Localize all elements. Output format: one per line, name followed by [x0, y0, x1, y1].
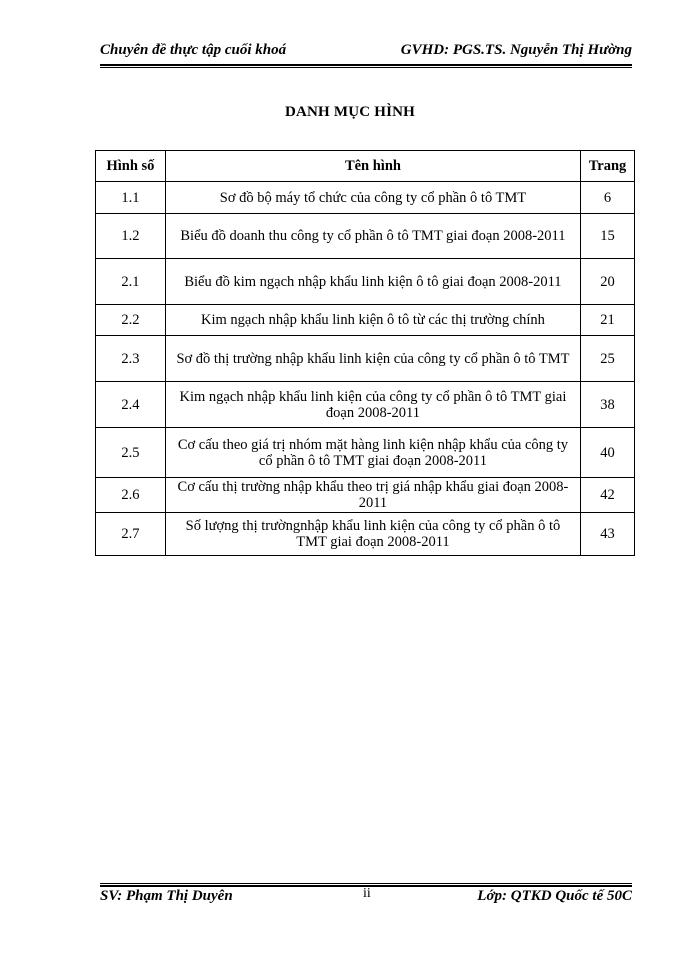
figure-page: 43	[581, 513, 635, 556]
column-header-number: Hình số	[96, 151, 166, 182]
table-header-row	[96, 151, 635, 182]
figure-page: 25	[581, 336, 635, 382]
figure-name: Cơ cấu theo giá trị nhóm mặt hàng linh kiện nhập khẩu của công ty cổ phần ô tô TMT giai đoạn 2008-2011	[165, 428, 580, 478]
table-row	[96, 478, 635, 513]
figure-page: 20	[581, 259, 635, 305]
header-course-title: Chuyên đề thực tập cuối khoá	[100, 42, 287, 58]
table-row	[96, 336, 635, 382]
figure-name: Kim ngạch nhập khẩu linh kiện của công ty cổ phần ô tô TMT giai đoạn 2008-2011	[165, 382, 580, 428]
figure-name: Sơ đồ thị trường nhập khẩu linh kiện của công ty cổ phần ô tô TMT	[165, 336, 580, 382]
figure-number: 2.7	[96, 513, 166, 556]
figure-number: 2.3	[96, 336, 166, 382]
table-row	[96, 513, 635, 556]
page-header	[100, 40, 632, 62]
table-row	[96, 182, 635, 214]
table-row	[96, 259, 635, 305]
figure-page: 15	[581, 214, 635, 259]
table-row	[96, 382, 635, 428]
table-row	[96, 428, 635, 478]
figure-number: 2.1	[96, 259, 166, 305]
table-row	[96, 214, 635, 259]
figure-number: 2.2	[96, 305, 166, 336]
figure-name: Số lượng thị trườngnhập khẩu linh kiện của công ty cổ phần ô tô TMT giai đoạn 2008-2011	[165, 513, 580, 556]
column-header-name: Tên hình	[165, 151, 580, 182]
figure-name: Kim ngạch nhập khẩu linh kiện ô tô từ các thị trường chính	[165, 305, 580, 336]
figure-page: 40	[581, 428, 635, 478]
figure-name: Biểu đồ kim ngạch nhập khẩu linh kiện ô tô giai đoạn 2008-2011	[165, 259, 580, 305]
figure-number: 2.6	[96, 478, 166, 513]
figure-name: Biểu đồ doanh thu công ty cổ phần ô tô TMT giai đoạn 2008-2011	[165, 214, 580, 259]
figure-number: 2.4	[96, 382, 166, 428]
header-rule-thick	[100, 64, 632, 66]
page-title: DANH MỤC HÌNH	[284, 104, 416, 120]
figure-page: 42	[581, 478, 635, 513]
table-row	[96, 305, 635, 336]
figure-page: 6	[581, 182, 635, 214]
figure-list-table	[95, 150, 635, 556]
header-supervisor: GVHD: PGS.TS. Nguyễn Thị Hường	[400, 42, 632, 58]
figure-number: 1.1	[96, 182, 166, 214]
page-footer	[100, 888, 632, 910]
header-rule-thin	[100, 67, 632, 68]
figure-name: Sơ đồ bộ máy tổ chức của công ty cổ phần ô tô TMT	[165, 182, 580, 214]
page-number: ii	[363, 886, 371, 901]
footer-student: SV: Phạm Thị Duyên	[100, 888, 233, 904]
figure-number: 1.2	[96, 214, 166, 259]
footer-class: Lớp: QTKD Quốc tế 50C	[477, 888, 632, 904]
figure-page: 38	[581, 382, 635, 428]
footer-rule-thin	[100, 883, 632, 884]
column-header-page: Trang	[581, 151, 635, 182]
figure-number: 2.5	[96, 428, 166, 478]
figure-name: Cơ cấu thị trường nhập khẩu theo trị giá nhập khẩu giai đoạn 2008-2011	[165, 478, 580, 513]
figure-page: 21	[581, 305, 635, 336]
